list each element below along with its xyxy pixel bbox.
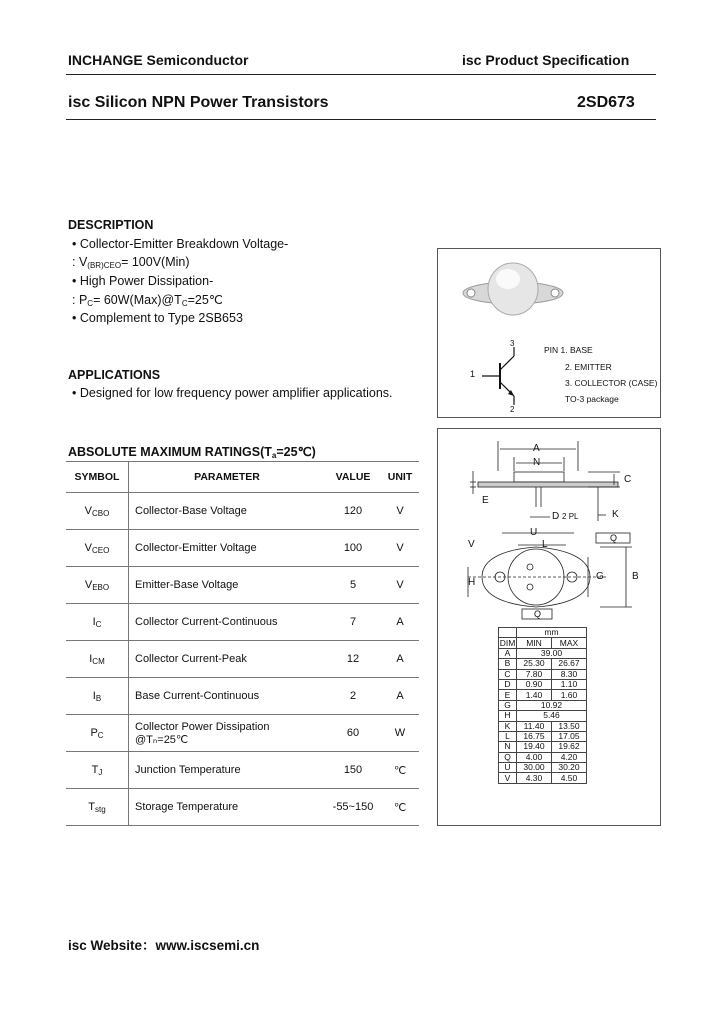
symbol-cell: $V_{EBO}$ (66, 567, 129, 604)
table-row: G 10.92 (499, 700, 587, 710)
parameter-cell: Collector Current-Peak (129, 641, 326, 678)
parameter-cell: Base Current-Continuous (129, 678, 326, 715)
parameter-cell: Storage Temperature (129, 789, 326, 826)
table-row: B 25.30 26.67 (499, 659, 587, 669)
col-unit: UNIT (381, 462, 419, 493)
value-cell: 100 (325, 530, 381, 567)
value-cell: 60 (325, 715, 381, 752)
outline-drawing (438, 429, 660, 625)
symbol-cell: $I_B$ (66, 678, 129, 715)
dim-label-k: K (612, 509, 619, 520)
table-row: U 30.00 30.20 (499, 763, 587, 773)
pin-node-2: 2 (510, 405, 515, 414)
dim-label-g: G (596, 571, 604, 582)
dim-column-header: DIM (499, 637, 516, 648)
table-row (66, 715, 419, 752)
value-cell: -55~150 (325, 789, 381, 826)
title-prefix: isc (68, 94, 91, 111)
footer-label: isc Website： (68, 938, 156, 953)
col-value: VALUE (325, 462, 381, 493)
parameter-cell: Collector Power Dissipation @Tₙ=25℃ (129, 715, 326, 752)
dim-label-b: B (632, 571, 639, 582)
part-number: 2SD673 (577, 94, 635, 111)
table-row: Q 4.00 4.20 (499, 752, 587, 762)
applications-bullet-1: • Designed for low frequency power amplifier applications. (72, 386, 393, 400)
company-name: INCHANGE Semiconductor (68, 52, 249, 68)
dim-label-n: N (533, 457, 541, 468)
pin-3-label: 3. COLLECTOR (CASE) (565, 378, 658, 388)
table-row: E 1.40 1.60 (499, 690, 587, 700)
dim-label-q-bottom: Q (534, 609, 542, 619)
ratings-table (66, 461, 419, 826)
symbol-cell: $V_{CEO}$ (66, 530, 129, 567)
symbol-cell: $T_{stg}$ (66, 789, 129, 826)
value-cell: 5 (325, 567, 381, 604)
ratings-header-row (66, 462, 419, 493)
unit-cell: V (381, 493, 419, 530)
symbol-cell: $I_{CM}$ (66, 641, 129, 678)
parameter-cell: Collector-Base Voltage (129, 493, 326, 530)
unit-cell: A (381, 678, 419, 715)
dim-label-q-top: Q (610, 533, 618, 543)
parameter-cell: Collector Current-Continuous (129, 604, 326, 641)
table-row (66, 678, 419, 715)
dimensions-header-row (499, 638, 587, 648)
table-row (66, 752, 419, 789)
pin-1-label: 1. BASE (560, 345, 593, 355)
value-cell: 150 (325, 752, 381, 789)
table-row: V 4.30 4.50 (499, 773, 587, 783)
symbol-cell: $V_{CBO}$ (66, 493, 129, 530)
spec-label: Product Specification (481, 52, 630, 68)
dimensions-table (498, 627, 587, 784)
unit-cell: ℃ (381, 789, 419, 826)
pin-2-label: 2. EMITTER (565, 362, 612, 372)
unit-cell: ℃ (381, 752, 419, 789)
dim-label-u: U (530, 527, 538, 538)
table-row (66, 530, 419, 567)
unit-cell: V (381, 530, 419, 567)
title-rule (66, 119, 656, 120)
table-row (66, 567, 419, 604)
col-symbol: SYMBOL (66, 462, 129, 493)
table-row: A 39.00 (499, 648, 587, 658)
dimensions-unit-row (499, 628, 587, 638)
spec-prefix: isc (462, 52, 482, 68)
to3-package-illustration (438, 249, 660, 417)
dim-label-d: D 2 PL (552, 511, 579, 522)
dim-label-e: E (482, 495, 489, 506)
unit-cell: W (381, 715, 419, 752)
table-row: H 5.46 (499, 711, 587, 721)
spec-title (462, 52, 629, 68)
value-cell: 120 (325, 493, 381, 530)
value-cell: 2 (325, 678, 381, 715)
parameter-cell: Junction Temperature (129, 752, 326, 789)
table-row: N 19.40 19.62 (499, 742, 587, 752)
ratings-heading: ABSOLUTE MAXIMUM $RATINGS(T_a=25℃)$ (68, 445, 316, 460)
applications-heading: APPLICATIONS (68, 368, 161, 382)
table-row (66, 493, 419, 530)
unit-cell: V (381, 567, 419, 604)
dimensions-unit: mm (517, 628, 587, 638)
col-parameter: PARAMETER (129, 462, 326, 493)
pin-node-3: 3 (510, 339, 515, 348)
dim-label-v: V (468, 539, 475, 550)
symbol-cell: $T_J$ (66, 752, 129, 789)
table-row: C 7.80 8.30 (499, 669, 587, 679)
footer-website (68, 934, 259, 954)
value-cell: 7 (325, 604, 381, 641)
table-row: D 0.90 1.10 (499, 679, 587, 689)
dim-label-a: A (533, 443, 540, 454)
parameter-cell: Collector-Emitter Voltage (129, 530, 326, 567)
table-row: L 16.75 17.05 (499, 731, 587, 741)
pin-node-1: 1 (470, 369, 476, 379)
symbol-cell: $P_C$ (66, 715, 129, 752)
value-cell: 12 (325, 641, 381, 678)
website-link[interactable]: www.iscsemi.cn (155, 938, 260, 953)
dim-label-l: L (542, 539, 548, 550)
table-row (66, 604, 419, 641)
page-title (68, 94, 329, 112)
unit-cell: A (381, 641, 419, 678)
title-text: Silicon NPN Power Transistors (90, 94, 329, 111)
table-row (66, 789, 419, 826)
header-rule (66, 74, 656, 75)
dim-label-h: H (468, 577, 476, 588)
description-bullet-1: • Collector-Emitter Breakdown Voltage- (72, 237, 289, 251)
dim-label-c: C (624, 474, 632, 485)
table-row (66, 641, 419, 678)
pin-label: PIN 1. BASE (544, 345, 593, 355)
unit-cell: A (381, 604, 419, 641)
description-line-1: : $V_{(BR)CEO}= 100V(Min)$ (72, 255, 190, 270)
symbol-cell: $I_C$ (66, 604, 129, 641)
package-label: TO-3 package (565, 394, 619, 404)
table-row: K 11.40 13.50 (499, 721, 587, 731)
description-bullet-2: • High Power Dissipation- (72, 274, 214, 288)
max-column-header: MAX (552, 638, 587, 648)
package-box (437, 248, 661, 418)
description-heading: DESCRIPTION (68, 218, 154, 232)
parameter-cell: Emitter-Base Voltage (129, 567, 326, 604)
min-column-header: MIN (517, 638, 552, 648)
description-bullet-3: • Complement to Type 2SB653 (72, 311, 243, 325)
description-line-2: : $P_C=$ $60W(Max)@T_C=25℃$ (72, 293, 223, 308)
